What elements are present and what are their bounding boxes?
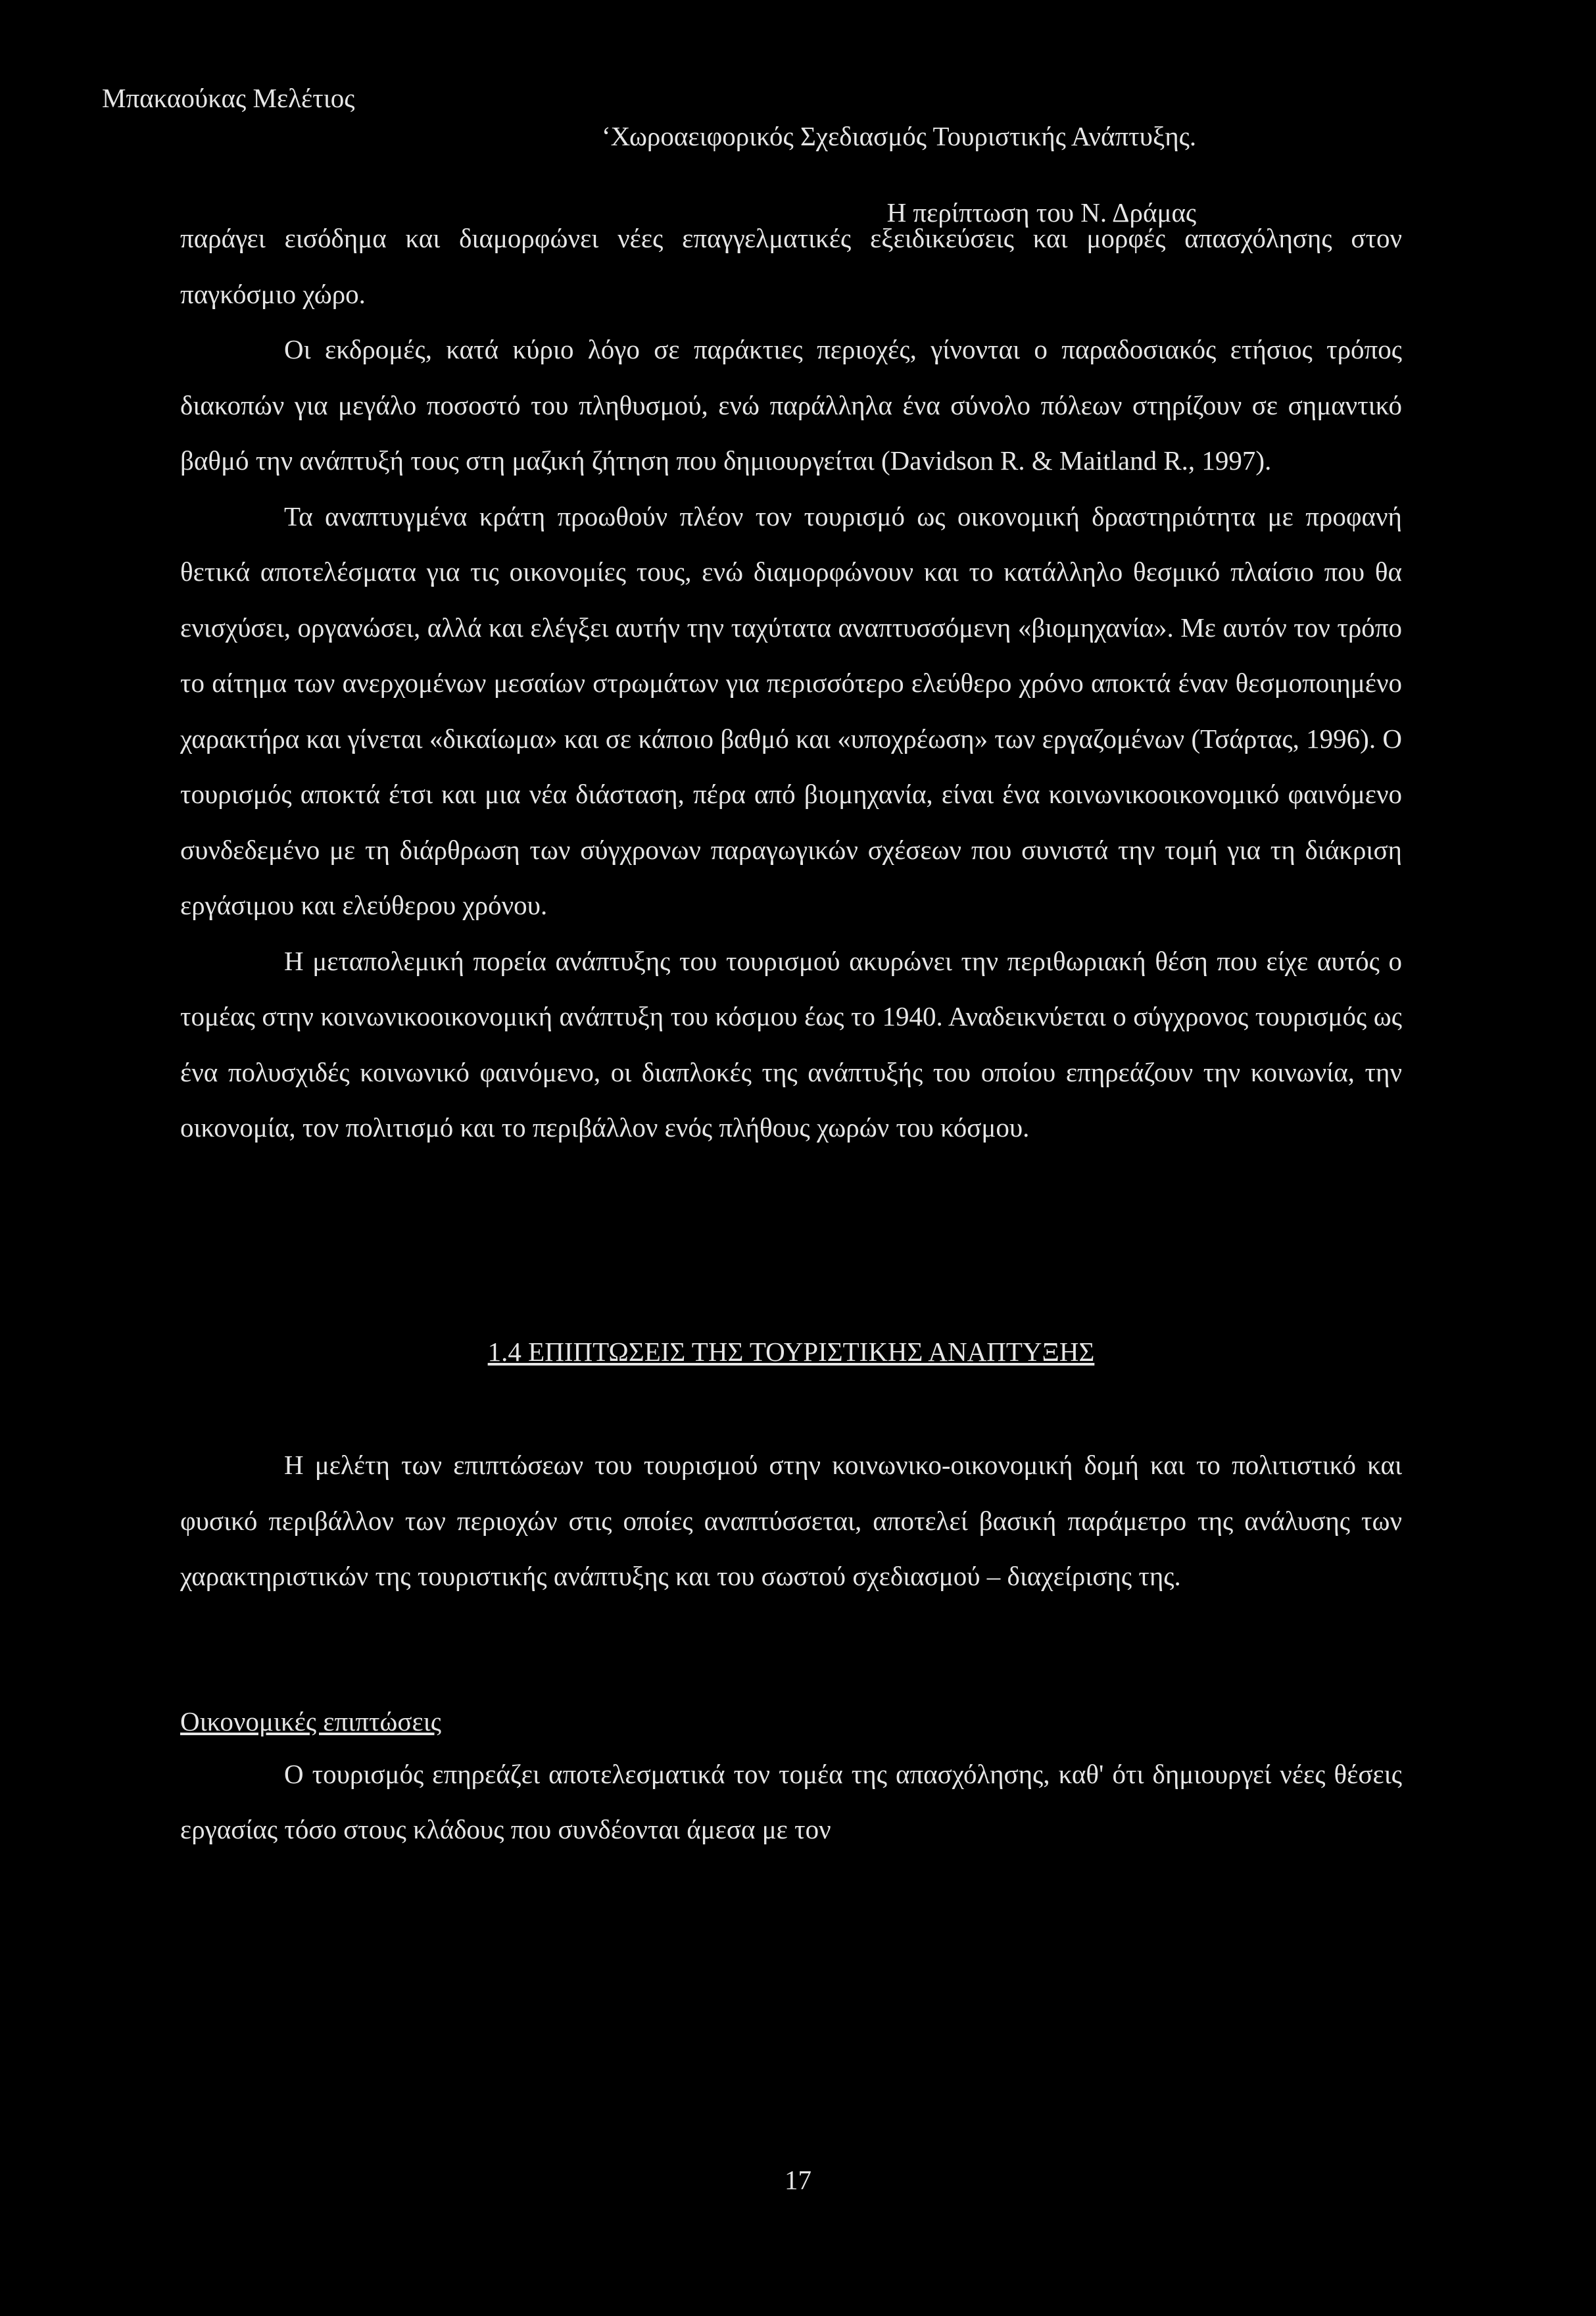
body-text — [180, 210, 1402, 1858]
paragraph-excursions: Οι εκδρομές, κατά κύριο λόγο σε παράκτιες περιοχές, γίνονται ο παραδοσιακός ετήσιος τρόπος διακοπών για μεγάλο ποσοστό του πληθυσμού, ενώ παράλληλα ένα σύνολο πόλεων στηρίζουν σε σημαντικό βαθμό την ανάπτυξή τους στη μαζική ζήτηση που δημιουργείται (Davidson R. & Maitland R., 1997). — [180, 334, 1402, 476]
header-title-line2: Η περίπτωση του Ν. Δράμας — [886, 197, 1197, 228]
subheading-economic-impacts: Οικονομικές επιπτώσεις — [180, 1706, 442, 1737]
paragraph-continued: παράγει εισόδημα και διαμορφώνει νέες επαγγελματικές εξειδικεύσεις και μορφές απασχόλησης στον παγκόσμιο χώρο. — [180, 223, 1402, 309]
page-number: 17 — [785, 2165, 811, 2195]
paragraph-impacts-study: Η μελέτη των επιπτώσεων του τουρισμού στην κοινωνικο-οικονομική δομή και το πολιτιστικό και φυσικό περιβάλλον των περιοχών στις οποίες αναπτύσσεται, αποτελεί βασική παράμετρο της ανάλυσης των χαρακτηριστικών της τουριστικής ανάπτυξης και του σωστού σχεδιασμού – διαχείρισης της. — [180, 1450, 1402, 1591]
paragraph-postwar-tourism: Η μεταπολεμική πορεία ανάπτυξης του τουρισμού ακυρώνει την περιθωριακή θέση που είχε αυτός ο τομέας στην κοινωνικοοικονομική ανάπτυξη του κόσμου έως το 1940. Αναδεικνύεται ο σύγχρονος τουρισμός ως ένα πολυσχιδές κοινωνικό φαινόμενο, οι διαπλοκές της ανάπτυξής του οποίου επηρεάζουν την κοινωνία, την οικονομία, τον πολιτισμό και το περιβάλλον ενός πλήθους χωρών του κόσμου. — [180, 945, 1402, 1143]
header-title-line1: ‘Χωροαειφορικός Σχεδιασμός Τουριστικής Ανάπτυξης. — [602, 121, 1197, 151]
paragraph-employment: Ο τουρισμός επηρεάζει αποτελεσματικά τον τομέα της απασχόλησης, καθ' ότι δημιουργεί νέες θέσεις εργασίας τόσο στους κλάδους που συνδέονται άμεσα με τον — [180, 1758, 1402, 1844]
paragraph-developed-states: Τα αναπτυγμένα κράτη προωθούν πλέον τον τουρισμό ως οικονομική δραστηριότητα με προφανή θετικά αποτελέσματα για τις οικονομίες τους, ενώ διαμορφώνουν και το κατάλληλο θεσμικό πλαίσιο που θα ενισχύσει, οργανώσει, αλλά και ελέγξει αυτήν την ταχύτατα αναπτυσσόμενη «βιομηχανία». Με αυτόν τον τρόπο το αίτημα των ανερχομένων μεσαίων στρωμάτων για περισσότερο ελεύθερο χρόνο αποκτά έναν θεσμοποιημένο χαρακτήρα και γίνεται «δικαίωμα» και σε κάποιο βαθμό και «υποχρέωση» των εργαζομένων (Τσάρτας, 1996). Ο τουρισμός αποκτά έτσι και μια νέα διάσταση, πέρα από βιομηχανία, είναι ένα κοινωνικοοικονομικό φαινόμενο συνδεδεμένο με τη διάρθρωση των σύγχρονων παραγωγικών σχέσεων που συνιστά την τομή για τη διάκριση εργάσιμου και ελεύθερου χρόνου. — [180, 501, 1402, 920]
section-heading: 1.4 ΕΠΙΠΤΩΣΕΙΣ ΤΗΣ ΤΟΥΡΙΣΤΙΚΗΣ ΑΝΑΠΤΥΞΗΣ — [487, 1336, 1095, 1367]
header-author: Μπακαούκας Μελέτιος — [102, 83, 355, 113]
running-header — [102, 79, 1464, 228]
